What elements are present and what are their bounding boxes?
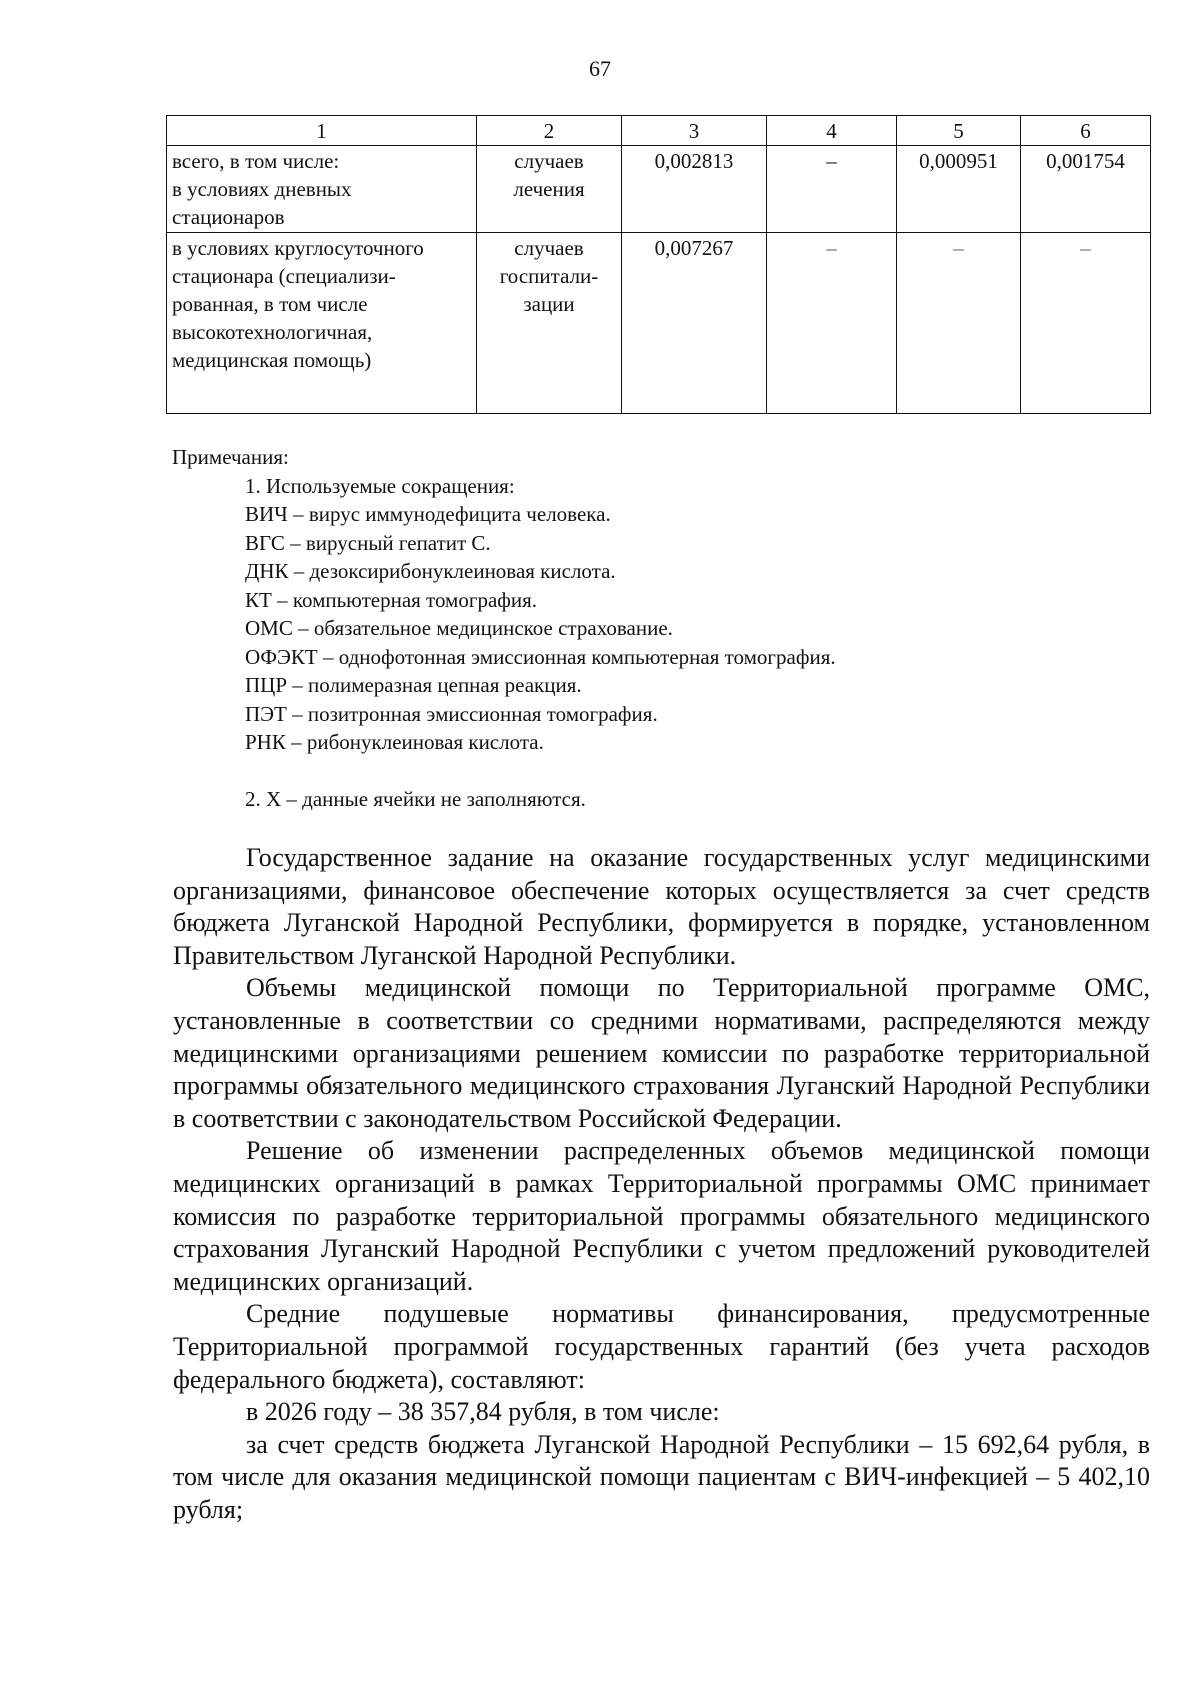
unit-line: зации bbox=[523, 292, 575, 316]
table-header-row bbox=[167, 116, 1151, 146]
abbreviation-item: ПЭТ – позитронная эмиссионная томография. bbox=[245, 701, 658, 726]
table-row bbox=[167, 146, 1151, 233]
data-table bbox=[166, 115, 1151, 414]
abbreviation-item: ВГС – вирусный гепатит С. bbox=[245, 530, 491, 555]
table-header-cell: 4 bbox=[767, 116, 897, 146]
unit-line: случаев bbox=[514, 236, 584, 260]
paragraph: за счет средств бюджета Луганской Народной Республики – 15 692,64 рубля, в том числе для оказания медицинской помощи пациентам с ВИЧ-инфекцией – 5 402,10 рубля; bbox=[173, 1429, 1150, 1524]
abbreviation-item: ВИЧ – вирус иммунодефицита человека. bbox=[245, 502, 611, 526]
abbreviation-item: ПЦР – полимеразная цепная реакция. bbox=[245, 673, 582, 697]
notes-title: Примечания: bbox=[172, 445, 289, 469]
row-label-cell bbox=[167, 146, 477, 233]
table-row bbox=[167, 233, 1151, 414]
unit-line: госпитали- bbox=[499, 264, 599, 288]
abbreviation-item: ОМС – обязательное медицинское страхование. bbox=[245, 616, 673, 640]
unit-cell bbox=[477, 146, 622, 233]
abbreviation-item: РНК – рибонуклеиновая кислота. bbox=[245, 730, 544, 754]
row-label-line: медицинская помощь) bbox=[172, 348, 372, 372]
table-header-cell: 1 bbox=[167, 116, 477, 146]
value-cell: 0,007267 bbox=[622, 233, 767, 414]
table-header-cell: 2 bbox=[477, 116, 622, 146]
abbreviation-item: ОФЭКТ – однофотонная эмиссионная компьютерная томография. bbox=[245, 644, 836, 669]
notes-item-title: 1. Используемые сокращения: bbox=[245, 473, 515, 498]
row-label-line: стационара (специализи- bbox=[172, 264, 396, 288]
row-label-line: всего, в том числе: bbox=[172, 149, 340, 173]
body-text bbox=[173, 842, 1150, 1526]
value-cell: – bbox=[767, 146, 897, 233]
abbreviation-item: ДНК – дезоксирибонуклеиновая кислота. bbox=[245, 559, 616, 583]
row-label-line: в условиях круглосуточного bbox=[172, 236, 424, 260]
unit-cell bbox=[477, 233, 622, 414]
paragraph: в 2026 году – 38 357,84 рубля, в том числе: bbox=[246, 1397, 720, 1427]
page-number: 67 bbox=[589, 56, 611, 81]
value-cell: 0,001754 bbox=[1021, 146, 1151, 233]
notes-section bbox=[172, 443, 1152, 813]
value-cell: – bbox=[897, 233, 1021, 414]
row-label-line: высокотехнологичная, bbox=[172, 320, 373, 344]
table-header-cell: 5 bbox=[897, 116, 1021, 146]
value-cell: 0,002813 bbox=[622, 146, 767, 233]
value-cell: 0,000951 bbox=[897, 146, 1021, 233]
row-label-line: рованная, в том числе bbox=[172, 292, 368, 316]
abbreviation-item: КТ – компьютерная томография. bbox=[245, 587, 538, 612]
table-header-cell: 6 bbox=[1021, 116, 1151, 146]
value-cell: – bbox=[767, 233, 897, 414]
row-label-line: в условиях дневных bbox=[172, 177, 352, 201]
notes-item: 2. Х – данные ячейки не заполняются. bbox=[245, 786, 586, 811]
paragraph: Решение об изменении распределенных объемов медицинской помощи медицинских организаций в рамках Территориальной программы ОМС принимает комиссия по разработке территориальной программы обязательного медицинского страхования Луганский Народной Республики с учетом предложений руководителей медицинских организаций. bbox=[173, 1136, 1150, 1296]
notes-spacer bbox=[172, 757, 1152, 785]
paragraph: Объемы медицинской помощи по Территориальной программе ОМС, установленные в соответствии со средними нормативами, распределяются между медицинскими организациями решением комиссии по разработке территориальной программы обязательного медицинского страхования Луганский Народной Республики в соответствии с законодательством Российской Федерации. bbox=[173, 973, 1150, 1133]
paragraph: Средние подушевые нормативы финансирования, предусмотренные Территориальной программой государственных гарантий (без учета расходов федерального бюджета), составляют: bbox=[173, 1299, 1150, 1394]
row-label-line: стационаров bbox=[172, 205, 285, 229]
paragraph: Государственное задание на оказание государственных услуг медицинскими организациями, финансовое обеспечение которых осуществляется за счет средств бюджета Луганской Народной Республики, формируется в порядке, установленном Правительством Луганской Народной Республики. bbox=[173, 843, 1150, 970]
table-header-cell: 3 bbox=[622, 116, 767, 146]
unit-line: лечения bbox=[513, 177, 585, 201]
row-label-cell bbox=[167, 233, 477, 414]
value-cell: – bbox=[1021, 233, 1151, 414]
unit-line: случаев bbox=[514, 149, 584, 173]
